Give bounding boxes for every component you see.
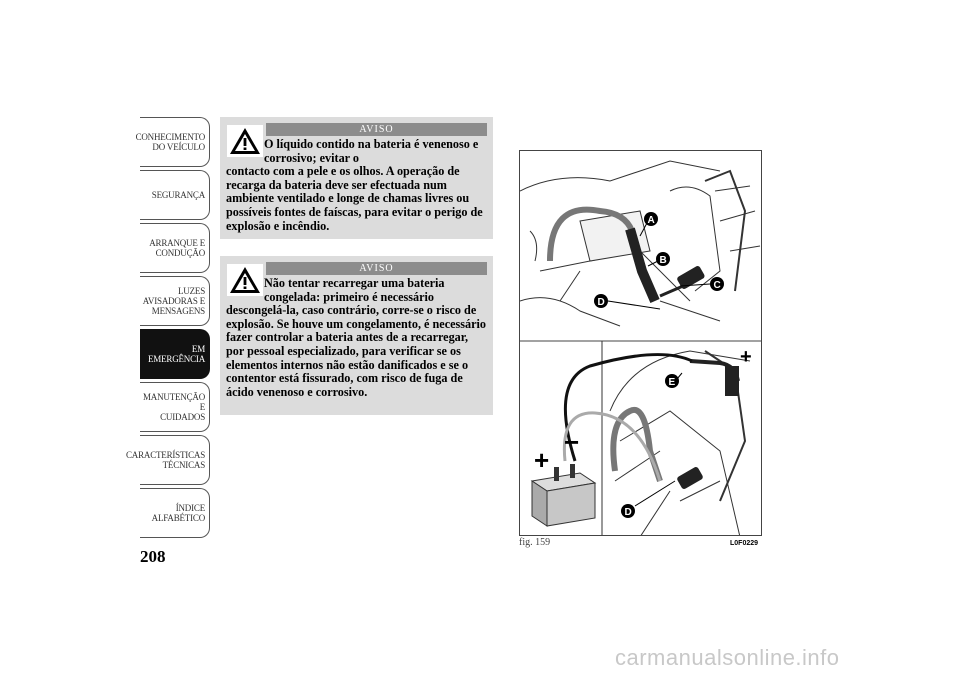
tab-seguranca[interactable]: SEGURANÇA bbox=[140, 170, 210, 220]
tab-caracteristicas-tecnicas[interactable]: CARACTERÍSTICAS TÉCNICAS bbox=[140, 435, 210, 485]
battery-illustration bbox=[519, 150, 762, 536]
tab-arranque-e-conducao[interactable]: ARRANQUE E CONDUÇÃO bbox=[140, 223, 210, 273]
page-number: 208 bbox=[140, 547, 166, 566]
svg-text:C: C bbox=[713, 280, 721, 291]
figure-code: L0F0229 bbox=[730, 540, 759, 547]
tab-indice-alfabetico[interactable]: ÍNDICE ALFABÉTICO bbox=[140, 488, 210, 538]
chapter-tabs bbox=[125, 117, 210, 541]
svg-text:D: D bbox=[597, 297, 605, 308]
tab-em-emergencia[interactable]: EM EMERGÊNCIA bbox=[140, 329, 210, 379]
minus-sign: − bbox=[564, 427, 580, 457]
svg-text:B: B bbox=[659, 255, 667, 266]
warning-box bbox=[220, 117, 493, 239]
tab-conhecimento-do-veiculo[interactable]: CONHECIMENTO DO VEÍCULO bbox=[140, 117, 210, 167]
battery-drawing bbox=[520, 151, 762, 536]
plus-sign: + bbox=[534, 445, 550, 475]
watermark-url: carmanualsonline.info bbox=[615, 645, 840, 670]
svg-text:D: D bbox=[624, 507, 632, 518]
warning-heading: AVISO bbox=[266, 262, 487, 275]
tab-luzes-avisadoras[interactable]: LUZES AVISADORAS E MENSAGENS bbox=[140, 276, 210, 326]
figure-caption: fig. 159 bbox=[519, 537, 551, 548]
warning-triangle-icon bbox=[227, 264, 263, 296]
tab-manutencao-e-cuidados[interactable]: MANUTENÇÃO E CUIDADOS bbox=[140, 382, 210, 432]
warning-heading: AVISO bbox=[266, 123, 487, 136]
svg-text:A: A bbox=[647, 215, 655, 226]
plus-sign: + bbox=[740, 346, 752, 368]
warning-body: contacto com a pele e os olhos. A operação de recarga da bateria deve ser efectuada num ambiente ventilado e longe de chamas livres ou possíveis fontes de faíscas, para evitar o perigo de explosão e incêndio. bbox=[226, 164, 483, 233]
warning-lead: Não tentar recarregar uma bateria congelada: primeiro é necessário bbox=[264, 276, 445, 304]
warning-text bbox=[226, 277, 487, 399]
warning-lead: O líquido contido na bateria é venenoso e corrosivo; evitar o bbox=[264, 137, 479, 165]
warning-box bbox=[220, 256, 493, 415]
svg-text:E: E bbox=[668, 377, 676, 388]
warning-text bbox=[226, 138, 487, 233]
warning-body: descongelá-la, caso contrário, corre-se o risco de explosão. Se houve um congelamento, é necessário fazer controlar a bateria antes de a recarregar, por pessoal especializado, para verificar se os elementos internos não estão danificados e se o contentor está fissurado, com risco de fuga de ácido venenoso e corrosivo. bbox=[226, 303, 486, 399]
warning-triangle-icon bbox=[227, 125, 263, 157]
